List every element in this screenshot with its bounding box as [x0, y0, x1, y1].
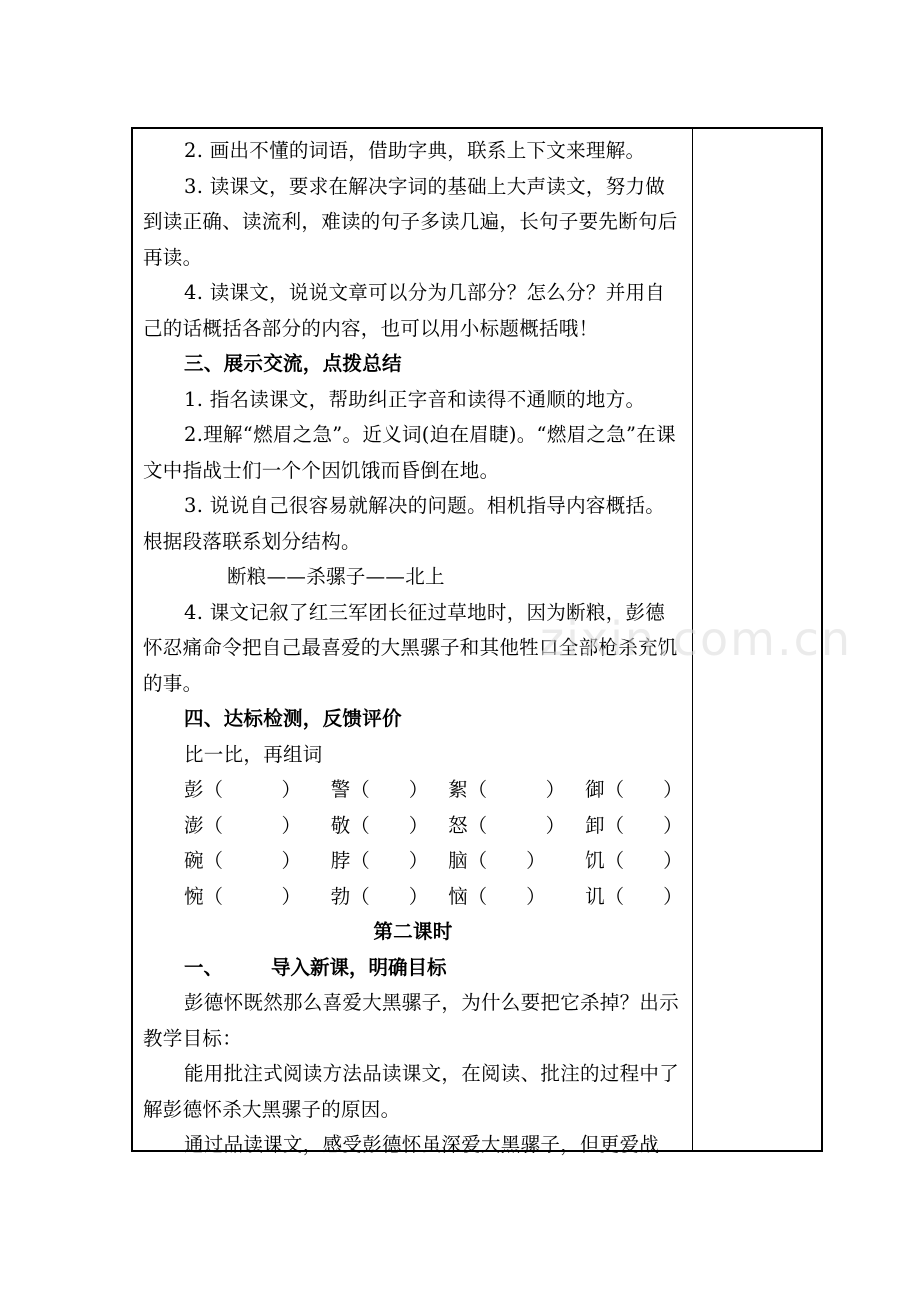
section-3-heading: 三、展示交流，点拨总结	[184, 352, 402, 375]
step-4-paragraph: 4. 读课文，说说文章可以分为几部分？怎么分？并用自己的话概括各部分的内容，也可以用小标题概括哦！	[143, 281, 666, 340]
word-cell: 絮（ ）	[448, 778, 566, 801]
word-cell: 卸（ ）	[585, 813, 683, 837]
word-cell: 脑（ ）	[448, 849, 546, 872]
lesson-2-paragraph-1: 彭德怀既然那么喜爱大黑骡子，为什么要把它杀掉？出示教学目标：	[143, 991, 680, 1050]
word-cell: 澎（ ）	[184, 813, 302, 837]
lesson-2-heading-text: 导入新课，明确目标	[271, 955, 447, 979]
watermark: zixin.com.cn	[540, 612, 853, 666]
section-3-item-2: 2.理解“燃眉之急”。近义词(迫在眉睫)。“燃眉之急”在课文中指战士们一个个因饥饿而昏倒在地。	[143, 423, 676, 482]
word-row-3	[143, 843, 683, 879]
lesson-2-paragraph-3: 通过品读课文，感受彭德怀虽深爱大黑骡子，但更爱战	[184, 1133, 660, 1156]
word-row-2	[143, 808, 683, 844]
section-3-item-3: 3. 说说自己很容易就解决的问题。相机指导内容概括。根据段落联系划分结构。	[143, 494, 666, 553]
lesson-2-heading-number: 一、	[184, 955, 224, 979]
word-cell: 敬（ ）	[330, 813, 429, 837]
word-cell: 彭（ ）	[184, 778, 302, 801]
section-3-summary: 4. 课文记叙了红三军团长征过草地时，因为断粮，彭德怀忍痛命令把自己最喜爱的大黑骡子和其他牲口全部枪杀充饥的事。	[143, 600, 678, 695]
step-3-paragraph: 3. 读课文，要求在解决字词的基础上大声读文，努力做到读正确、读流利，难读的句子多读几遍，长句子要先断句后再读。	[143, 174, 678, 269]
word-row-1	[143, 772, 683, 808]
word-cell: 讥（ ）	[585, 884, 683, 908]
exercise-instruction: 比一比，再组词	[184, 742, 323, 766]
word-cell: 惋（ ）	[184, 884, 302, 908]
structure-chain: 断粮——杀骡子——北上	[227, 565, 445, 588]
word-cell: 碗（ ）	[184, 849, 302, 872]
word-cell: 御（ ）	[585, 778, 683, 801]
lesson-2-title: 第二课时	[373, 920, 453, 943]
word-row-4	[143, 879, 683, 915]
word-cell: 恼（ ）	[448, 884, 546, 908]
word-cell: 脖（ ）	[330, 849, 429, 872]
word-cell: 警（ ）	[330, 778, 429, 801]
step-2-paragraph: 2. 画出不懂的词语，借助字典，联系上下文来理解。	[184, 139, 646, 162]
section-3-item-1: 1. 指名读课文，帮助纠正字音和读得不通顺的地方。	[184, 387, 646, 411]
word-cell: 饥（ ）	[585, 849, 683, 872]
section-4-heading: 四、达标检测，反馈评价	[184, 707, 402, 730]
word-cell: 勃（ ）	[330, 884, 429, 908]
word-cell: 怒（ ）	[448, 813, 566, 837]
lesson-2-paragraph-2: 能用批注式阅读方法品读课文，在阅读、批注的过程中了解彭德怀杀大黑骡子的原因。	[143, 1062, 680, 1121]
lesson-2-heading	[143, 950, 683, 986]
